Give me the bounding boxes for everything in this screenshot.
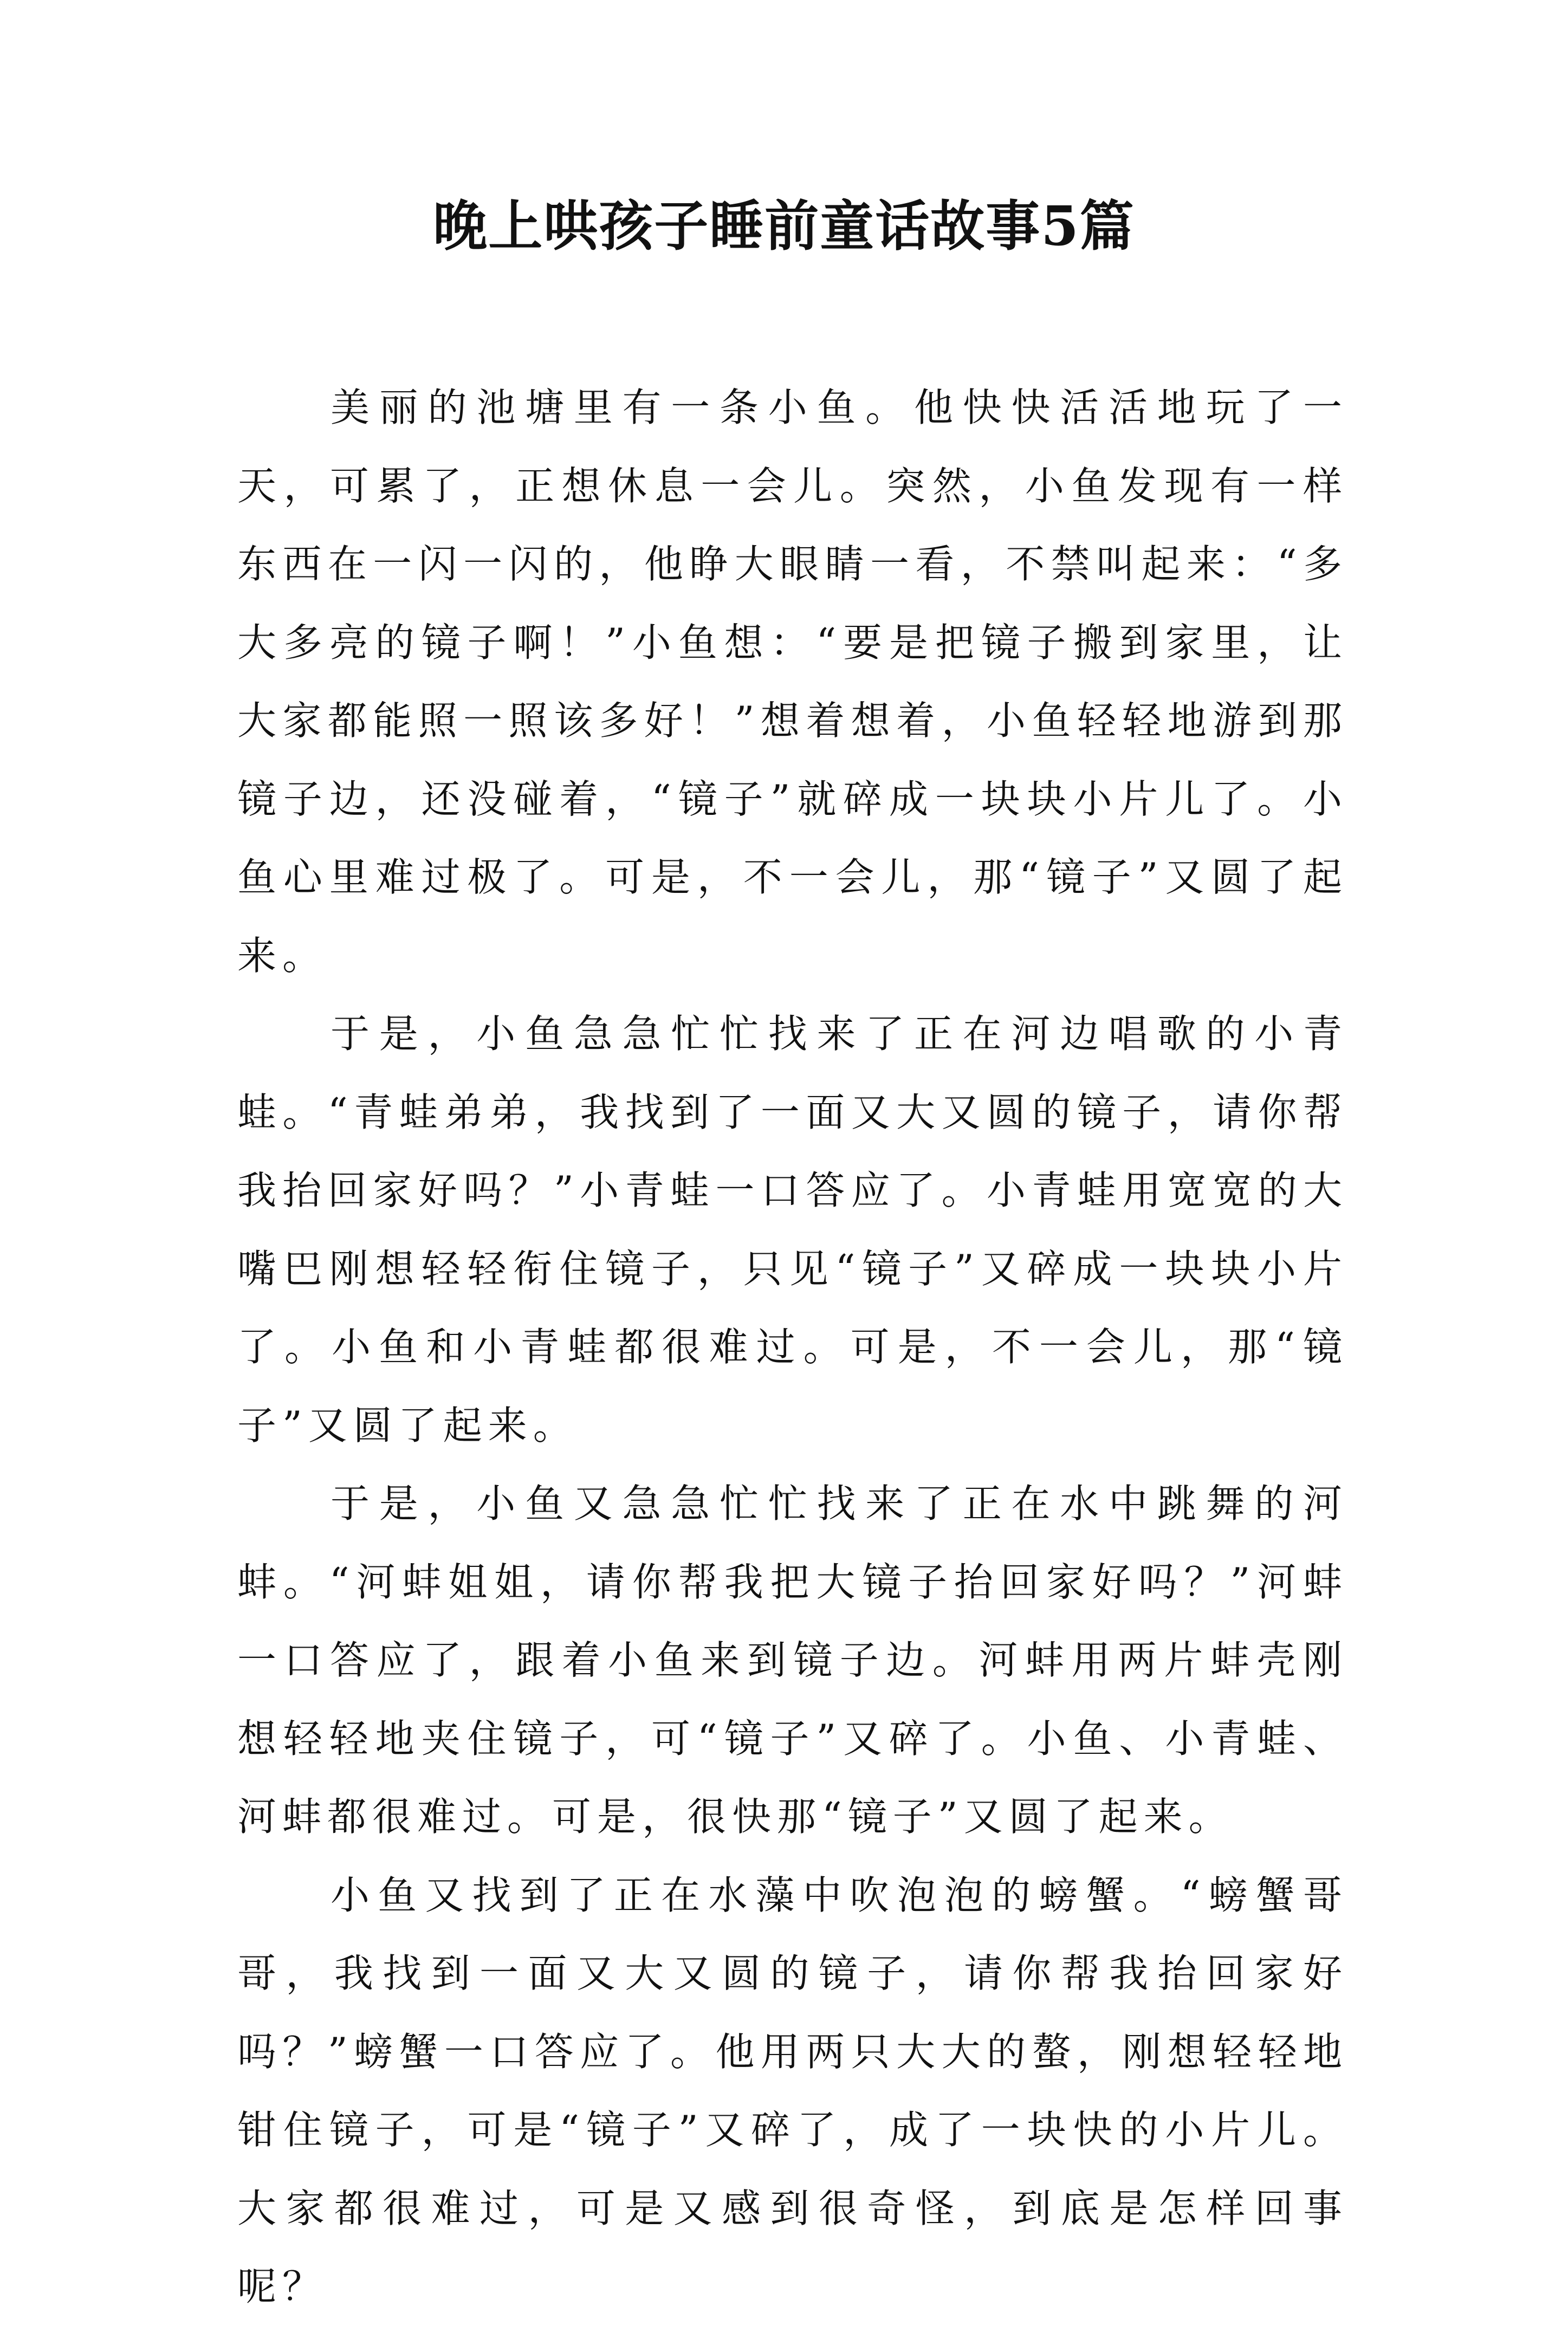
paragraph-2: 于是，小鱼急急忙忙找来了正在河边唱歌的小青蛙。“青蛙弟弟，我找到了一面又大又圆的镜子，请你帮我抬回家好吗？”小青蛙一口答应了。小青蛙用宽宽的大嘴巴刚想轻轻衔住镜子，只见“镜子”又碎成一块块小片了。小鱼和小青蛙都很难过。可是，不一会儿，那“镜子”又圆了起来。	[237, 1011, 1348, 1448]
paragraph-1: 美丽的池塘里有一条小鱼。他快快活活地玩了一天，可累了，正想休息一会儿。突然，小鱼发现有一样东西在一闪一闪的，他睁大眼睛一看，不禁叫起来：“多大多亮的镜子啊！”小鱼想：“要是把镜子搬到家里，让大家都能照一照该多好！”想着想着，小鱼轻轻地游到那镜子边，还没碰着，“镜子”就碎成一块块小片儿了。小鱼心里难过极了。可是，不一会儿，那“镜子”又圆了起来。	[237, 385, 1348, 979]
paragraph-4: 小鱼又找到了正在水藻中吹泡泡的螃蟹。“螃蟹哥哥，我找到一面又大又圆的镜子，请你帮我抬回家好吗？”螃蟹一口答应了。他用两只大大的螯，刚想轻轻地钳住镜子，可是“镜子”又碎了，成了一块快的小片儿。大家都很难过，可是又感到很奇怪，到底是怎样回事呢？	[237, 1872, 1348, 2309]
document-title: 晚上哄孩子睡前童话故事5篇	[433, 194, 1135, 258]
paragraph-3: 于是，小鱼又急急忙忙找来了正在水中跳舞的河蚌。“河蚌姐姐，请你帮我把大镜子抬回家好吗？”河蚌一口答应了，跟着小鱼来到镜子边。河蚌用两片蚌壳刚想轻轻地夹住镜子，可“镜子”又碎了。小鱼、小青蛙、河蚌都很难过。可是，很快那“镜子”又圆了起来。	[237, 1481, 1348, 1839]
document-body	[237, 368, 1348, 2326]
